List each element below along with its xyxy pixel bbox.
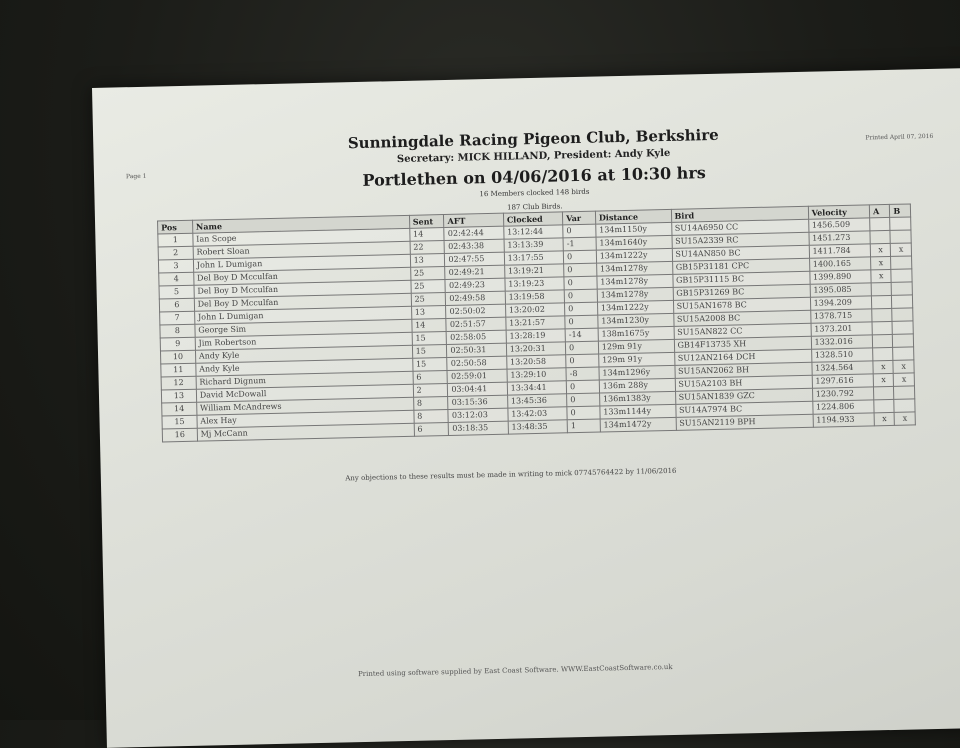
cell-distance: 134m1640y: [596, 235, 672, 250]
cell-bird: SU15AN822 CC: [674, 323, 811, 339]
cell-a: x: [871, 256, 892, 269]
cell-a: x: [873, 360, 894, 373]
cell-pos: 9: [160, 337, 195, 351]
cell-b: [890, 230, 911, 243]
cell-var: 0: [564, 276, 597, 290]
results-body: [158, 217, 916, 442]
cell-clocked: 13:34:41: [507, 381, 567, 395]
cell-b: [894, 386, 915, 399]
objections-note: Any objections to these results must be made in writing to mick 07745764422 by 11/06/2016: [345, 466, 677, 483]
cell-clocked: 13:19:58: [505, 290, 565, 304]
club-birds: 187 Club Birds.: [507, 202, 563, 212]
cell-bird: SU15A2339 RC: [672, 232, 809, 248]
cell-b: [890, 217, 911, 230]
col-header-bird: Bird: [671, 206, 808, 222]
printed-date: Printed April 07, 2016: [865, 132, 934, 142]
cell-name: Del Boy D Mcculfan: [193, 267, 410, 285]
cell-pos: 7: [160, 311, 195, 325]
cell-name: John L Dumigan: [193, 254, 410, 272]
cell-b: [892, 295, 913, 308]
members-clocked: 16 Members clocked 148 birds: [479, 187, 590, 199]
cell-aft: 02:50:02: [446, 304, 506, 318]
cell-bird: GB15P31115 BC: [672, 271, 809, 287]
col-header-aft: AFT: [444, 213, 504, 227]
cell-bird: SU14A6950 CC: [671, 219, 808, 235]
cell-name: Del Boy D Mcculfan: [194, 280, 411, 298]
cell-velocity: 1297.616: [812, 374, 874, 388]
cell-var: 0: [563, 224, 596, 238]
cell-aft: 02:58:05: [447, 330, 507, 344]
col-header-velocity: Velocity: [808, 205, 870, 219]
results-table: [157, 203, 916, 442]
cell-name: George Sim: [195, 319, 412, 337]
cell-name: William McAndrews: [196, 397, 413, 415]
cell-a: x: [873, 373, 894, 386]
cell-b: [892, 321, 913, 334]
cell-sent: 8: [413, 397, 448, 411]
cell-bird: SU15AN1678 BC: [673, 297, 810, 313]
cell-sent: 25: [410, 267, 445, 281]
col-header-pos: Pos: [158, 220, 193, 234]
col-header-sent: Sent: [409, 215, 444, 229]
cell-bird: SU14AN850 BC: [672, 245, 809, 261]
cell-name: Del Boy D Mcculfan: [194, 293, 411, 311]
cell-var: 0: [565, 302, 598, 316]
cell-distance: 134m1296y: [599, 365, 675, 380]
cell-name: Jim Robertson: [195, 332, 412, 350]
cell-velocity: 1230.792: [812, 387, 874, 401]
cell-a: [871, 295, 892, 308]
cell-aft: 02:51:57: [446, 317, 506, 331]
club-title: Sunningdale Racing Pigeon Club, Berkshire: [347, 125, 719, 153]
cell-bird: SU12AN2164 DCH: [674, 349, 811, 365]
cell-var: 1: [567, 419, 600, 433]
cell-aft: 02:43:38: [445, 239, 505, 253]
cell-sent: 14: [409, 228, 444, 242]
col-header-clocked: Clocked: [503, 212, 563, 226]
cell-aft: 02:50:58: [447, 356, 507, 370]
cell-clocked: 13:42:03: [508, 407, 568, 421]
col-header-a: A: [869, 204, 890, 217]
cell-pos: 6: [159, 298, 194, 312]
cell-clocked: 13:45:36: [507, 394, 567, 408]
cell-bird: SU15A2103 BH: [675, 375, 812, 391]
cell-b: [891, 269, 912, 282]
cell-velocity: 1451.273: [809, 231, 871, 245]
cell-aft: 02:49:23: [445, 278, 505, 292]
cell-distance: 134m1278y: [597, 274, 673, 289]
cell-b: [894, 399, 915, 412]
cell-var: -8: [566, 367, 599, 381]
cell-velocity: 1411.784: [809, 244, 871, 258]
cell-pos: 5: [159, 285, 194, 299]
cell-clocked: 13:19:21: [504, 264, 564, 278]
results-sheet: [92, 68, 960, 748]
cell-clocked: 13:48:35: [508, 420, 568, 434]
cell-a: [872, 308, 893, 321]
cell-velocity: 1394.209: [810, 296, 872, 310]
cell-sent: 6: [414, 422, 449, 436]
cell-distance: 138m1675y: [598, 326, 674, 341]
cell-aft: 02:59:01: [447, 369, 507, 383]
cell-distance: 134m1222y: [596, 248, 672, 263]
cell-sent: 6: [413, 371, 448, 385]
cell-var: -14: [565, 328, 598, 342]
cell-distance: 129m 91y: [599, 352, 675, 367]
cell-a: [872, 321, 893, 334]
cell-pos: 13: [161, 389, 196, 403]
cell-sent: 14: [412, 319, 447, 333]
cell-pos: 11: [161, 363, 196, 377]
cell-name: Andy Kyle: [195, 345, 412, 363]
cell-velocity: 1373.201: [811, 322, 873, 336]
cell-aft: 03:12:03: [448, 408, 508, 422]
cell-pos: 8: [160, 324, 195, 338]
cell-bird: SU15AN2062 BH: [674, 362, 811, 378]
cell-distance: 134m1222y: [597, 300, 673, 315]
cell-aft: 03:15:36: [448, 395, 508, 409]
cell-pos: 14: [162, 402, 197, 416]
cell-velocity: 1332.016: [811, 335, 873, 349]
cell-pos: 16: [162, 428, 197, 442]
cell-sent: 25: [411, 280, 446, 294]
cell-velocity: 1324.564: [812, 361, 874, 375]
cell-name: David McDowall: [196, 384, 413, 402]
cell-velocity: 1194.933: [813, 413, 875, 427]
cell-name: Alex Hay: [197, 410, 414, 428]
cell-var: -1: [563, 237, 596, 251]
cell-b: [892, 282, 913, 295]
col-header-distance: Distance: [595, 209, 671, 224]
cell-var: 0: [564, 263, 597, 277]
cell-sent: 25: [411, 293, 446, 307]
cell-name: Andy Kyle: [196, 358, 413, 376]
cell-aft: 02:50:31: [447, 343, 507, 357]
cell-clocked: 13:29:10: [507, 368, 567, 382]
cell-clocked: 13:21:57: [506, 316, 566, 330]
cell-a: x: [870, 243, 891, 256]
cell-a: [873, 347, 894, 360]
cell-var: 0: [565, 315, 598, 329]
cell-bird: SU14A7974 BC: [675, 401, 812, 417]
race-heading: Portlethen on 04/06/2016 at 10:30 hrs: [362, 163, 706, 190]
cell-sent: 15: [412, 358, 447, 372]
cell-sent: 22: [410, 241, 445, 255]
cell-var: 0: [566, 380, 599, 394]
cell-b: [892, 308, 913, 321]
cell-name: Richard Dignum: [196, 371, 413, 389]
cell-sent: 13: [411, 306, 446, 320]
cell-sent: 15: [412, 332, 447, 346]
cell-a: [872, 334, 893, 347]
cell-distance: 134m1150y: [596, 222, 672, 237]
cell-velocity: 1400.165: [809, 257, 871, 271]
cell-pos: 12: [161, 376, 196, 390]
cell-velocity: 1395.085: [810, 283, 872, 297]
software-footer: Printed using software supplied by East Coast Software. WWW.EastCoastSoftware.co.uk: [357, 662, 673, 679]
cell-distance: 136m 288y: [599, 378, 675, 393]
cell-velocity: 1456.509: [808, 218, 870, 232]
cell-pos: 10: [160, 350, 195, 364]
cell-distance: 134m1230y: [598, 313, 674, 328]
cell-bird: GB15P31181 CPC: [672, 258, 809, 274]
cell-sent: 2: [413, 384, 448, 398]
col-header-b: B: [890, 204, 911, 217]
cell-distance: 129m 91y: [598, 339, 674, 354]
cell-b: x: [895, 412, 916, 425]
cell-b: x: [893, 360, 914, 373]
cell-clocked: 13:13:39: [504, 238, 564, 252]
cell-clocked: 13:19:23: [505, 277, 565, 291]
cell-bird: SU15AN1839 GZC: [675, 388, 812, 404]
cell-var: 0: [567, 393, 600, 407]
cell-var: 0: [567, 406, 600, 420]
cell-pos: 1: [158, 233, 193, 247]
cell-distance: 134m1472y: [600, 417, 676, 432]
cell-aft: 02:42:44: [444, 226, 504, 240]
cell-var: 0: [565, 341, 598, 355]
cell-aft: 02:49:21: [445, 265, 505, 279]
cell-bird: GB15P31269 BC: [673, 284, 810, 300]
cell-velocity: 1399.890: [809, 270, 871, 284]
cell-pos: 4: [159, 272, 194, 286]
cell-clocked: 13:17:55: [504, 251, 564, 265]
cell-aft: 02:49:58: [446, 291, 506, 305]
cell-distance: 136m1383y: [599, 391, 675, 406]
cell-aft: 02:47:55: [445, 252, 505, 266]
cell-sent: 8: [414, 409, 449, 423]
cell-bird: GB14F13735 XH: [674, 336, 811, 352]
cell-name: Mj McCann: [197, 423, 414, 441]
cell-bird: SU15AN2119 BPH: [676, 414, 813, 430]
cell-b: [893, 334, 914, 347]
cell-sent: 15: [412, 345, 447, 359]
cell-b: [893, 347, 914, 360]
cell-a: [874, 399, 895, 412]
cell-clocked: 13:20:31: [506, 342, 566, 356]
cell-var: 0: [563, 250, 596, 264]
cell-b: x: [891, 243, 912, 256]
col-header-name: Name: [192, 215, 409, 233]
cell-velocity: 1224.806: [812, 400, 874, 414]
cell-pos: 2: [158, 246, 193, 260]
club-officers: Secretary: MICK HILLAND, President: Andy Kyle: [396, 147, 671, 166]
cell-distance: 134m1278y: [596, 261, 672, 276]
cell-name: Ian Scope: [193, 228, 410, 246]
cell-a: x: [871, 269, 892, 282]
cell-clocked: 13:12:44: [504, 225, 564, 239]
cell-bird: SU15A2008 BC: [673, 310, 810, 326]
cell-name: John L Dumigan: [194, 306, 411, 324]
cell-var: 0: [566, 354, 599, 368]
cell-distance: 133m1144y: [600, 404, 676, 419]
cell-clocked: 13:20:58: [506, 355, 566, 369]
cell-sent: 13: [410, 254, 445, 268]
cell-aft: 03:18:35: [449, 421, 509, 435]
cell-b: [891, 256, 912, 269]
page-label: Page 1: [125, 172, 147, 181]
cell-var: 0: [564, 289, 597, 303]
cell-a: [870, 217, 891, 230]
col-header-var: Var: [563, 211, 596, 225]
cell-pos: 15: [162, 415, 197, 429]
cell-distance: 134m1278y: [597, 287, 673, 302]
cell-a: [871, 282, 892, 295]
cell-a: [870, 230, 891, 243]
cell-name: Robert Sloan: [193, 241, 410, 259]
cell-a: x: [874, 412, 895, 425]
cell-b: x: [894, 373, 915, 386]
cell-a: [873, 386, 894, 399]
cell-pos: 3: [158, 259, 193, 273]
cell-velocity: 1378.715: [810, 309, 872, 323]
cell-clocked: 13:28:19: [506, 329, 566, 343]
cell-velocity: 1328.510: [811, 348, 873, 362]
cell-clocked: 13:20:02: [505, 303, 565, 317]
cell-aft: 03:04:41: [448, 382, 508, 396]
